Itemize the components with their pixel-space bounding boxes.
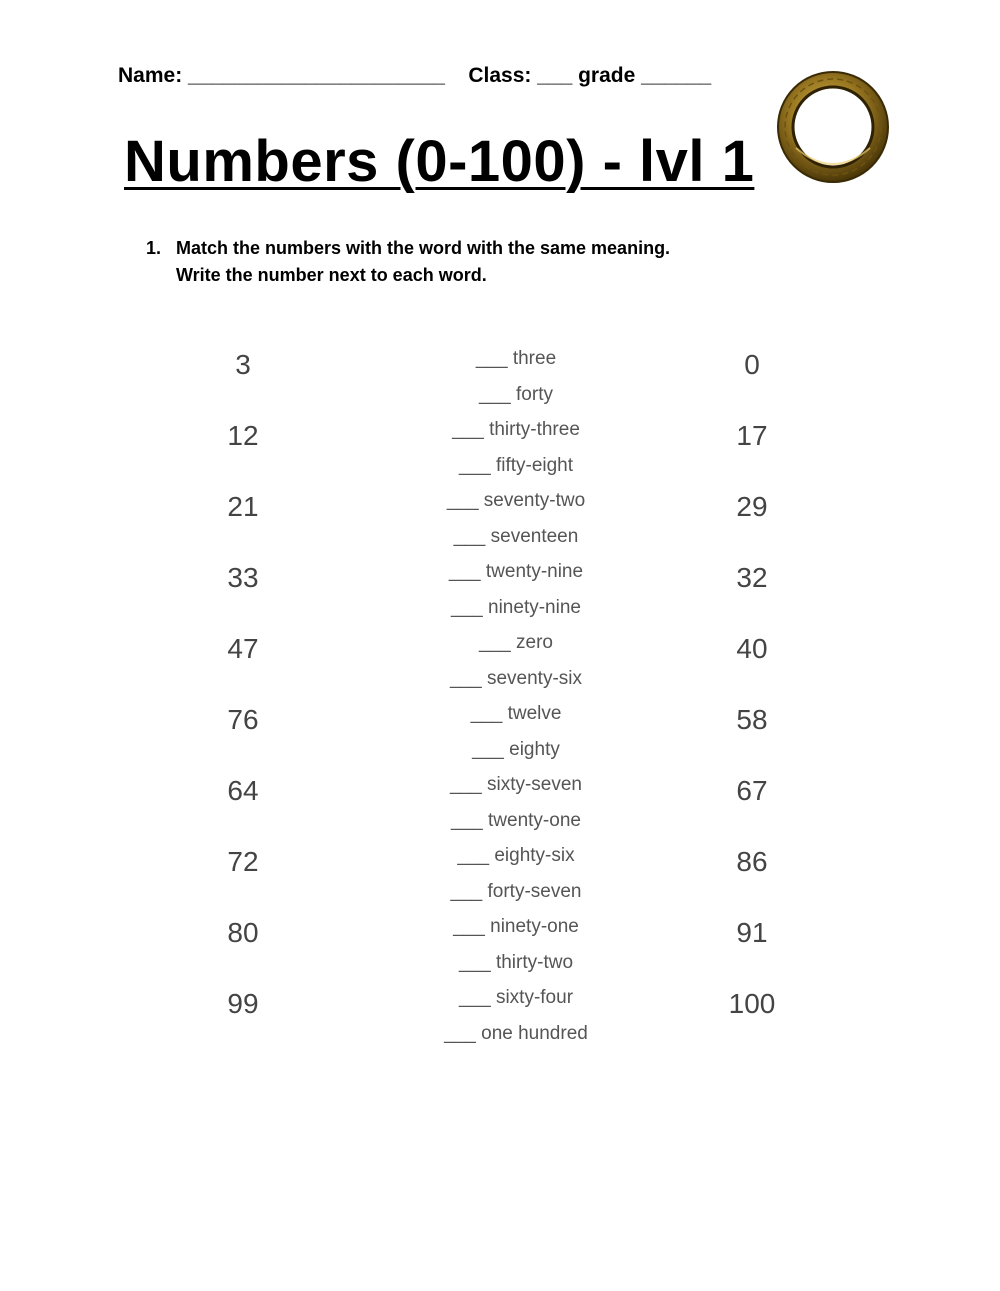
answer-blank[interactable]: ___ [449, 774, 487, 795]
right-number: 86 [736, 846, 768, 877]
answer-blank[interactable]: ___ [448, 561, 486, 582]
answer-blank[interactable]: ___ [472, 738, 510, 760]
left-number: 76 [227, 704, 259, 735]
answer-blank[interactable]: ___ [479, 383, 517, 405]
number-word: sixty-four [495, 987, 574, 1008]
word-answer-item[interactable] [366, 668, 666, 690]
answer-blank[interactable]: ___ [458, 987, 496, 1008]
answer-blank[interactable]: ___ [450, 880, 488, 902]
word-answer-item[interactable] [366, 561, 666, 583]
grade-label: grade [578, 64, 636, 87]
word-answer-item[interactable] [366, 845, 666, 867]
number-word: seventy-two [483, 490, 586, 511]
right-number: 67 [736, 775, 768, 806]
right-number: 0 [744, 349, 760, 380]
right-number: 91 [736, 917, 768, 948]
word-answer-item[interactable] [366, 348, 666, 370]
grade-field[interactable]: ______ [641, 64, 712, 87]
number-word: twenty-one [488, 809, 581, 831]
left-number: 64 [227, 775, 259, 806]
word-answer-item[interactable] [366, 419, 666, 441]
word-answer-item[interactable] [366, 455, 666, 477]
word-answer-item[interactable] [366, 881, 666, 903]
answer-blank[interactable]: ___ [453, 525, 491, 547]
left-number: 12 [227, 420, 259, 451]
word-answer-item[interactable] [366, 987, 666, 1009]
number-word: thirty-three [489, 419, 580, 440]
number-word: seventeen [490, 525, 579, 547]
right-number: 17 [736, 420, 768, 451]
class-label: Class: [468, 64, 532, 87]
answer-blank[interactable]: ___ [479, 632, 516, 653]
answer-blank[interactable]: ___ [457, 845, 495, 866]
name-label: Name: [118, 64, 183, 87]
left-number: 72 [227, 846, 259, 877]
word-answer-item[interactable] [366, 739, 666, 761]
question-number: 1. [146, 238, 162, 258]
page-title: Numbers (0-100) - lvl 1 [124, 129, 755, 194]
answer-blank[interactable]: ___ [449, 667, 487, 689]
number-word: thirty-two [495, 951, 574, 973]
number-word: three [512, 348, 557, 369]
number-word: sixty-seven [486, 774, 582, 795]
number-word: seventy-six [486, 667, 582, 689]
answer-blank[interactable]: ___ [446, 490, 484, 511]
right-number: 32 [736, 562, 768, 593]
number-word: eighty-six [494, 845, 575, 866]
gold-ring-icon [774, 68, 892, 186]
left-number: 33 [227, 562, 259, 593]
word-answer-item[interactable] [366, 632, 666, 654]
class-field[interactable]: ___ [537, 64, 573, 87]
answer-blank[interactable]: ___ [475, 348, 513, 369]
answer-blank[interactable]: ___ [470, 703, 508, 724]
word-answer-item[interactable] [366, 526, 666, 548]
number-word: eighty [509, 738, 560, 760]
instructions [146, 235, 670, 289]
answer-blank[interactable]: ___ [458, 454, 496, 476]
left-number: 99 [227, 988, 259, 1019]
word-answer-item[interactable] [366, 384, 666, 406]
answer-blank[interactable]: ___ [452, 419, 490, 440]
word-answer-item[interactable] [366, 1023, 666, 1045]
number-word: one hundred [481, 1022, 588, 1044]
answer-blank[interactable]: ___ [451, 809, 489, 831]
number-word: twelve [507, 703, 562, 724]
answer-blank[interactable]: ___ [451, 596, 489, 618]
number-word: ninety-one [490, 916, 579, 937]
left-number: 80 [227, 917, 259, 948]
word-answer-item[interactable] [366, 916, 666, 938]
left-number: 21 [227, 491, 259, 522]
word-answer-item[interactable] [366, 490, 666, 512]
right-number: 40 [736, 633, 768, 664]
instruction-line-1 [146, 235, 670, 262]
answer-blank[interactable]: ___ [453, 916, 491, 937]
number-word: forty-seven [487, 880, 582, 902]
word-answer-item[interactable] [366, 597, 666, 619]
number-word: zero [516, 632, 553, 653]
right-number: 100 [728, 988, 776, 1019]
number-word: ninety-nine [488, 596, 581, 618]
word-answer-item[interactable] [366, 774, 666, 796]
word-answer-item[interactable] [366, 952, 666, 974]
number-word: fifty-eight [495, 454, 574, 476]
name-field[interactable]: ______________________ [188, 64, 445, 87]
word-answer-item[interactable] [366, 703, 666, 725]
instruction-text-1: Match the numbers with the word with the same meaning. [176, 238, 671, 258]
student-info-line [118, 64, 711, 88]
left-number: 3 [235, 349, 251, 380]
right-number: 29 [736, 491, 768, 522]
left-number: 47 [227, 633, 259, 664]
instruction-line-2: Write the number next to each word. [176, 265, 487, 285]
answer-blank[interactable]: ___ [458, 951, 496, 973]
word-answer-item[interactable] [366, 810, 666, 832]
number-word: twenty-nine [485, 561, 584, 582]
right-number: 58 [736, 704, 768, 735]
answer-blank[interactable]: ___ [444, 1022, 482, 1044]
number-word: forty [516, 383, 553, 405]
